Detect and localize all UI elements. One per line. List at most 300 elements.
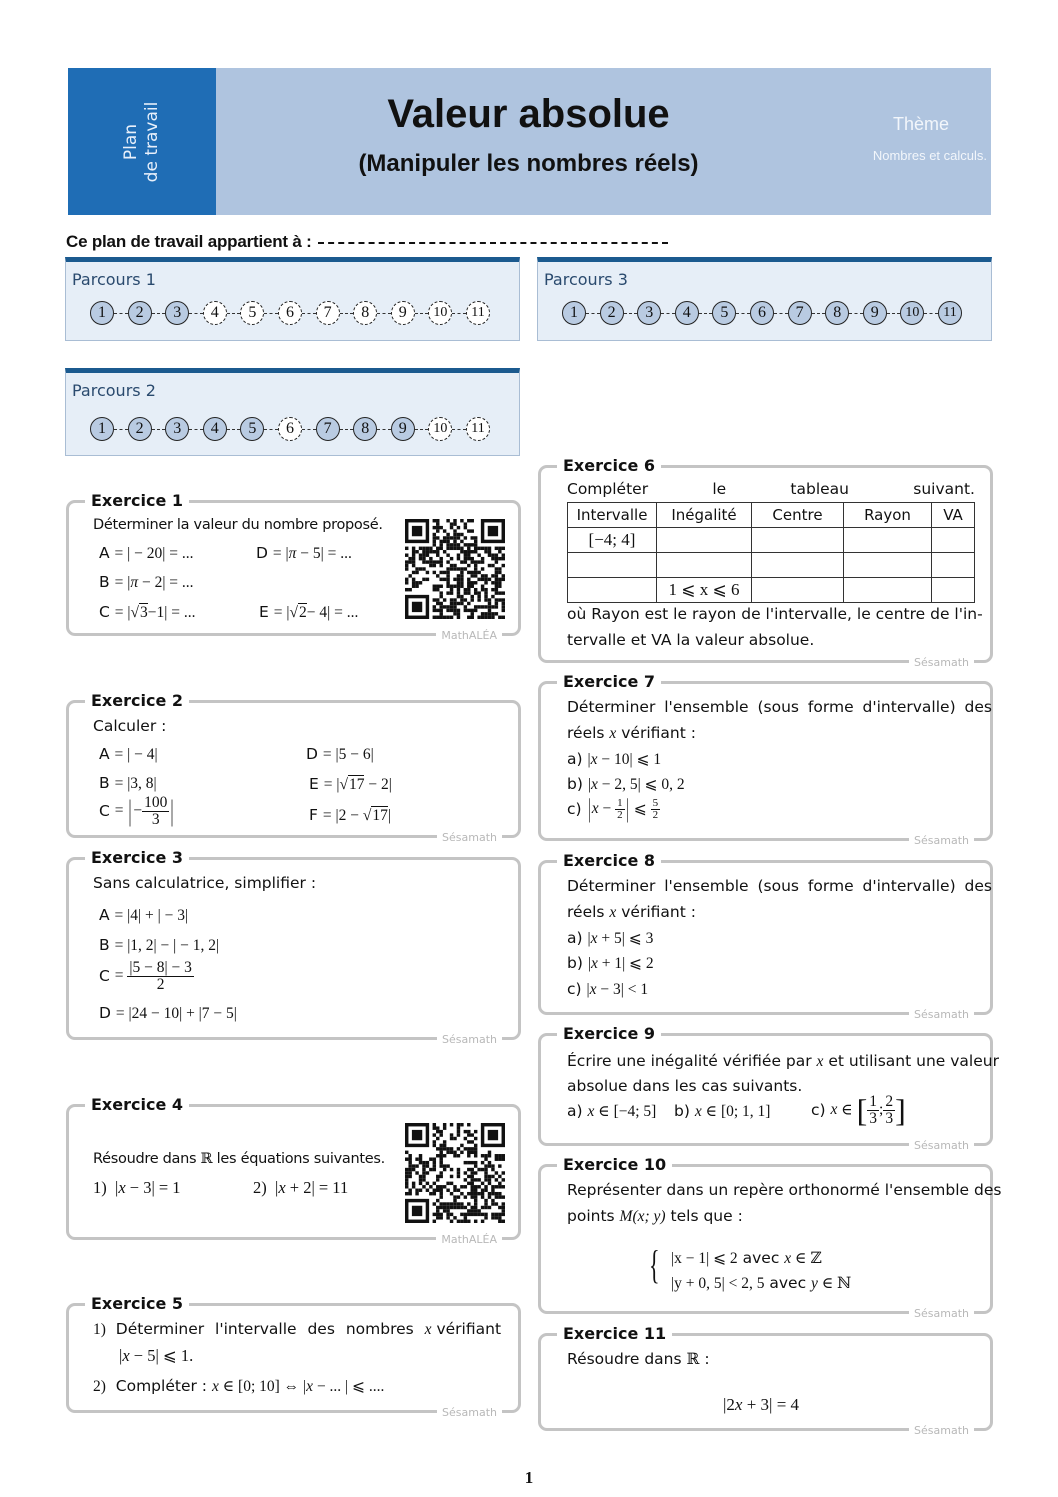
step-connector (189, 313, 203, 314)
exercise-source: Sésamath (437, 831, 502, 845)
parcours-title: Parcours 1 (72, 270, 156, 289)
qr-module (426, 578, 429, 581)
qr-module (488, 609, 491, 612)
abs-bar: | (128, 794, 132, 827)
qr-module (433, 533, 436, 536)
qr-module (474, 1144, 477, 1147)
qr-module (433, 1126, 436, 1129)
item-C: C = |√3−1| = ... (99, 603, 196, 621)
qr-module (471, 609, 474, 612)
qr-module (491, 564, 494, 567)
exercise-source: Sésamath (909, 1307, 974, 1321)
step-exercise-9[interactable]: 9 (863, 301, 887, 325)
qr-module (405, 547, 408, 550)
qr-module (450, 557, 453, 560)
qr-module (471, 543, 474, 546)
qr-module (467, 1161, 470, 1164)
qr-module (433, 609, 436, 612)
table-cell[interactable] (932, 553, 975, 578)
qr-module (467, 1209, 470, 1212)
qr-module (481, 1213, 484, 1216)
qr-module (498, 616, 501, 619)
table-header-row (568, 503, 975, 528)
qr-module (439, 1189, 442, 1192)
bracket-close: ] (895, 1092, 906, 1128)
step-exercise-9[interactable]: 9 (391, 301, 415, 325)
table-cell[interactable] (752, 553, 844, 578)
qr-module (457, 1130, 460, 1133)
qr-module (502, 598, 505, 601)
qr-code-icon[interactable] (405, 519, 505, 619)
qr-module (443, 1185, 446, 1188)
qr-module (498, 1213, 501, 1216)
qr-module (422, 1164, 425, 1167)
step-exercise-1[interactable]: 1 (90, 301, 114, 325)
qr-module (450, 585, 453, 588)
side-label (121, 101, 163, 182)
qr-module (433, 1157, 436, 1160)
qr-module (436, 588, 439, 591)
qr-module (419, 553, 422, 556)
qr-module (443, 1206, 446, 1209)
qr-module (439, 602, 442, 605)
qr-module (495, 553, 498, 556)
qr-module (412, 557, 415, 560)
qr-module (446, 574, 449, 577)
qr-module (474, 540, 477, 543)
qr-module (457, 547, 460, 550)
table-cell[interactable] (844, 553, 932, 578)
qr-module (450, 598, 453, 601)
qr-module (433, 1202, 436, 1205)
step-exercise-10[interactable]: 10 (428, 301, 452, 325)
qr-module (436, 1154, 439, 1157)
qr-module (471, 598, 474, 601)
qr-module (464, 557, 467, 560)
step-exercise-1[interactable]: 1 (90, 417, 114, 441)
qr-module (439, 564, 442, 567)
qr-module (446, 616, 449, 619)
qr-module (498, 571, 501, 574)
qr-module (436, 519, 439, 522)
qr-module (488, 605, 491, 608)
step-exercise-10[interactable]: 10 (900, 301, 924, 325)
qr-module (474, 581, 477, 584)
qr-module (408, 1164, 411, 1167)
step-exercise-4[interactable]: 4 (675, 301, 699, 325)
qr-module (484, 1199, 487, 1202)
step-exercise-10[interactable]: 10 (428, 417, 452, 441)
qr-finder-core (412, 602, 422, 612)
table-cell[interactable] (844, 578, 932, 603)
qr-module (467, 1130, 470, 1133)
qr-module (446, 536, 449, 539)
qr-module (464, 1216, 467, 1219)
step-exercise-5[interactable]: 5 (240, 417, 264, 441)
qr-module (474, 1209, 477, 1212)
qr-module (426, 571, 429, 574)
qr-module (436, 1213, 439, 1216)
parcours-title: Parcours 2 (72, 381, 156, 400)
qr-module (484, 595, 487, 598)
qr-module (450, 564, 453, 567)
qr-module (453, 609, 456, 612)
qr-module (491, 605, 494, 608)
qr-module (471, 1147, 474, 1150)
qr-module (450, 567, 453, 570)
step-exercise-7[interactable]: 7 (316, 301, 340, 325)
table-cell[interactable] (752, 578, 844, 603)
qr-module (495, 1185, 498, 1188)
qr-module (439, 1206, 442, 1209)
step-connector (264, 429, 278, 430)
qr-module (495, 578, 498, 581)
qr-module (460, 1123, 463, 1126)
step-exercise-11[interactable]: 11 (466, 301, 490, 325)
qr-finder-core (412, 1130, 422, 1140)
separator: ; (879, 1101, 884, 1118)
step-connector (114, 313, 128, 314)
table-cell[interactable] (568, 553, 657, 578)
qr-module (481, 1168, 484, 1171)
qr-module (467, 1147, 470, 1150)
qr-module (419, 1161, 422, 1164)
qr-finder-core (488, 526, 498, 536)
qr-module (453, 519, 456, 522)
table-cell[interactable] (568, 578, 657, 603)
exercise-title: Exercice 5 (85, 1294, 189, 1314)
qr-module (429, 1192, 432, 1195)
qr-module (415, 1189, 418, 1192)
step-exercise-8[interactable]: 8 (825, 301, 849, 325)
qr-module (433, 1168, 436, 1171)
qr-module (491, 1202, 494, 1205)
exercise-title: Exercice 10 (557, 1155, 672, 1175)
qr-module (429, 1185, 432, 1188)
qr-module (474, 1130, 477, 1133)
qr-module (481, 1154, 484, 1157)
qr-module (433, 1182, 436, 1185)
qr-module (436, 1178, 439, 1181)
qr-module (484, 578, 487, 581)
question-1-math: |x − 5| ⩽ 1. (119, 1346, 194, 1365)
qr-module (481, 1220, 484, 1223)
qr-module (488, 578, 491, 581)
qr-module (457, 1220, 460, 1223)
qr-module (405, 1168, 408, 1171)
step-exercise-5[interactable]: 5 (240, 301, 264, 325)
qr-module (453, 522, 456, 525)
qr-module (491, 595, 494, 598)
step-exercise-11[interactable]: 11 (466, 417, 490, 441)
qr-module (412, 1182, 415, 1185)
qr-module (460, 574, 463, 577)
qr-module (502, 609, 505, 612)
qr-module (433, 598, 436, 601)
qr-module (474, 1220, 477, 1223)
qr-module (439, 1192, 442, 1195)
qr-module (443, 1126, 446, 1129)
qr-finder-core (412, 526, 422, 536)
step-connector (227, 313, 241, 314)
qr-module (426, 547, 429, 550)
theme-label: Thème (892, 114, 949, 134)
exercise-source: Sésamath (909, 1008, 974, 1022)
qr-module (471, 1161, 474, 1164)
qr-module (460, 567, 463, 570)
qr-module (422, 560, 425, 563)
step-exercise-2[interactable]: 2 (128, 301, 152, 325)
exercise-intro: Compléter le tableau suivant. (567, 480, 975, 498)
exercise-8 (538, 851, 993, 1021)
qr-module (446, 1164, 449, 1167)
step-connector (340, 313, 354, 314)
qr-module (436, 522, 439, 525)
qr-module (422, 550, 425, 553)
qr-module (474, 1192, 477, 1195)
step-exercise-6[interactable]: 6 (278, 417, 302, 441)
exercise-intro-line2: points M(x; y) tels que : (567, 1207, 743, 1225)
qr-module (443, 598, 446, 601)
qr-module (467, 1140, 470, 1143)
qr-module (484, 591, 487, 594)
qr-module (474, 1161, 477, 1164)
qr-module (446, 1209, 449, 1212)
qr-module (453, 1195, 456, 1198)
exercise-5 (66, 1294, 521, 1419)
qr-module (481, 574, 484, 577)
qr-module (457, 1123, 460, 1126)
qr-module (405, 1171, 408, 1174)
qr-module (439, 591, 442, 594)
abs-bar: | (587, 794, 591, 823)
step-exercise-6[interactable]: 6 (750, 301, 774, 325)
qr-module (460, 1206, 463, 1209)
qr-module (457, 581, 460, 584)
completion-table (567, 502, 975, 603)
qr-module (481, 1206, 484, 1209)
owner-blank[interactable] (318, 242, 668, 244)
qr-module (467, 602, 470, 605)
step-exercise-2[interactable]: 2 (128, 417, 152, 441)
qr-module (464, 598, 467, 601)
qr-module (453, 578, 456, 581)
qr-module (412, 560, 415, 563)
qr-module (477, 1192, 480, 1195)
qr-module (471, 550, 474, 553)
qr-module (502, 1157, 505, 1160)
step-exercise-3[interactable]: 3 (165, 301, 189, 325)
qr-module (464, 526, 467, 529)
table-row (568, 553, 975, 578)
qr-module (484, 598, 487, 601)
table-cell[interactable] (752, 528, 844, 553)
table-cell[interactable] (657, 528, 752, 553)
item-F: F = |2 − √17| (309, 806, 391, 824)
qr-module (457, 595, 460, 598)
qr-module (460, 598, 463, 601)
qr-module (408, 1175, 411, 1178)
qr-module (419, 1189, 422, 1192)
qr-module (464, 1185, 467, 1188)
exercise-7 (538, 672, 993, 847)
qr-module (439, 585, 442, 588)
step-exercise-11[interactable]: 11 (938, 301, 962, 325)
qr-module (498, 581, 501, 584)
qr-module (471, 1151, 474, 1154)
qr-module (477, 1209, 480, 1212)
qr-module (491, 1189, 494, 1192)
qr-module (491, 1192, 494, 1195)
qr-module (474, 564, 477, 567)
qr-module (474, 543, 477, 546)
qr-module (422, 1175, 425, 1178)
qr-module (460, 585, 463, 588)
step-connector (586, 313, 600, 314)
step-exercise-2[interactable]: 2 (600, 301, 624, 325)
qr-module (471, 574, 474, 577)
exercise-source: Sésamath (909, 1424, 974, 1438)
qr-module (446, 1189, 449, 1192)
qr-module (453, 564, 456, 567)
qr-module (415, 1171, 418, 1174)
qr-module (467, 553, 470, 556)
qr-module (446, 533, 449, 536)
step-exercise-8[interactable]: 8 (353, 301, 377, 325)
step-exercise-3[interactable]: 3 (165, 417, 189, 441)
qr-module (498, 585, 501, 588)
qr-module (450, 543, 453, 546)
qr-module (477, 1213, 480, 1216)
item-D: D = |5 − 6| (306, 745, 374, 763)
qr-module (467, 1175, 470, 1178)
qr-module (474, 588, 477, 591)
table-cell[interactable] (844, 528, 932, 553)
table-cell[interactable] (932, 578, 975, 603)
qr-module (426, 1164, 429, 1167)
qr-module (467, 585, 470, 588)
qr-module (467, 591, 470, 594)
step-exercise-8[interactable]: 8 (353, 417, 377, 441)
exercise-title: Exercice 9 (557, 1024, 661, 1044)
qr-module (464, 1195, 467, 1198)
qr-module (436, 547, 439, 550)
qr-finder-core (412, 1206, 422, 1216)
qr-module (436, 526, 439, 529)
qr-module (474, 1154, 477, 1157)
qr-module (481, 605, 484, 608)
item-c: c) x ∈ [ $\frac{1}{3}$ ; $\frac{2}{3}$ ] (811, 1092, 906, 1128)
qr-module (467, 571, 470, 574)
qr-module (498, 1157, 501, 1160)
sqrt-sign: √ (362, 807, 372, 824)
qr-module (460, 1213, 463, 1216)
qr-module (426, 1189, 429, 1192)
sqrt-sign: √ (339, 776, 348, 793)
step-exercise-7[interactable]: 7 (788, 301, 812, 325)
qr-module (491, 557, 494, 560)
column-header: VA (932, 503, 975, 528)
qr-module (464, 588, 467, 591)
step-exercise-4[interactable]: 4 (203, 301, 227, 325)
qr-module (453, 612, 456, 615)
table-cell[interactable] (932, 528, 975, 553)
qr-module (460, 550, 463, 553)
qr-module (495, 1157, 498, 1160)
qr-module (488, 1178, 491, 1181)
qr-module (439, 1133, 442, 1136)
exercise-intro-line2: absolue dans les cas suivants. (567, 1077, 803, 1095)
qr-module (408, 1154, 411, 1157)
qr-module (481, 612, 484, 615)
exercise-intro-line1: Déterminer l'ensemble (sous forme d'intervalle) des (567, 698, 992, 716)
qr-module (405, 578, 408, 581)
table-cell[interactable] (657, 553, 752, 578)
exercise-2 (66, 691, 521, 844)
qr-module (488, 1164, 491, 1167)
qr-module (488, 598, 491, 601)
qr-module (419, 1178, 422, 1181)
qr-module (460, 560, 463, 563)
qr-module (443, 1202, 446, 1205)
step-exercise-1[interactable]: 1 (562, 301, 586, 325)
qr-module (484, 574, 487, 577)
step-exercise-5[interactable]: 5 (712, 301, 736, 325)
qr-module (453, 1206, 456, 1209)
item-a: a) |x − 10| ⩽ 1 (567, 750, 662, 768)
qr-module (453, 1151, 456, 1154)
qr-module (443, 1209, 446, 1212)
qr-module (457, 588, 460, 591)
qr-module (422, 547, 425, 550)
qr-module (446, 567, 449, 570)
qr-module (450, 605, 453, 608)
step-exercise-3[interactable]: 3 (637, 301, 661, 325)
qr-module (471, 1133, 474, 1136)
qr-module (474, 567, 477, 570)
qr-module (474, 1171, 477, 1174)
exercise-intro-line1: Déterminer l'ensemble (sous forme d'intervalle) des (567, 877, 992, 895)
qr-module (436, 1189, 439, 1192)
qr-module (502, 605, 505, 608)
step-exercise-4[interactable]: 4 (203, 417, 227, 441)
qr-module (464, 536, 467, 539)
qr-module (495, 1192, 498, 1195)
qr-module (467, 557, 470, 560)
qr-module (484, 605, 487, 608)
step-exercise-9[interactable]: 9 (391, 417, 415, 441)
qr-module (474, 1202, 477, 1205)
exercise-source: Sésamath (909, 656, 974, 670)
qr-module (453, 1185, 456, 1188)
fraction: $\frac{5}{2}$ (652, 796, 659, 821)
qr-code-icon[interactable] (405, 1123, 505, 1223)
qr-module (453, 543, 456, 546)
qr-module (439, 1144, 442, 1147)
qr-module (457, 526, 460, 529)
qr-module (408, 560, 411, 563)
qr-module (412, 553, 415, 556)
step-exercise-6[interactable]: 6 (278, 301, 302, 325)
qr-module (502, 1171, 505, 1174)
qr-module (484, 1178, 487, 1181)
step-exercise-7[interactable]: 7 (316, 417, 340, 441)
qr-module (484, 1206, 487, 1209)
qr-module (477, 571, 480, 574)
qr-module (446, 605, 449, 608)
qr-module (477, 616, 480, 619)
qr-module (471, 1185, 474, 1188)
